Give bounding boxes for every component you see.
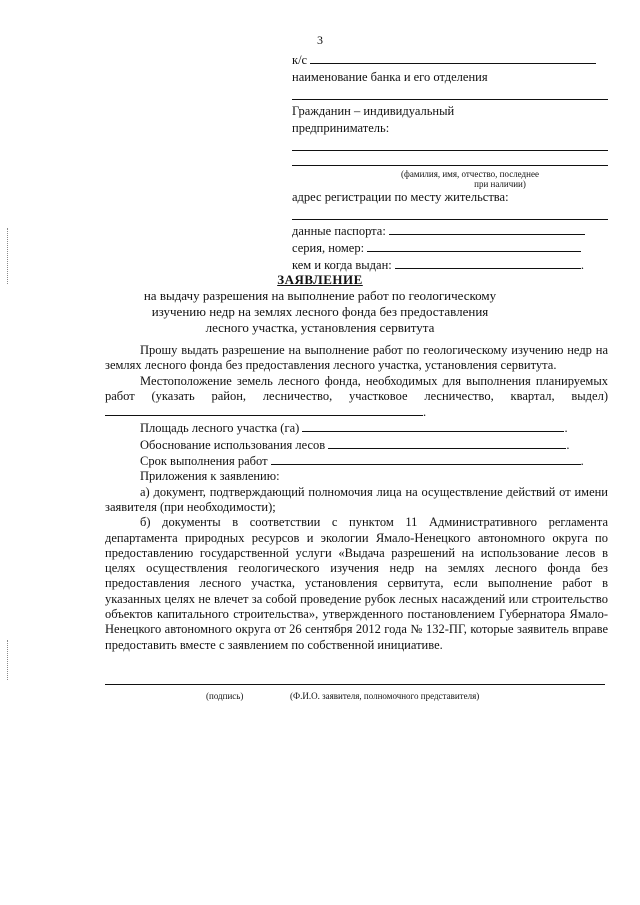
signature-label: (подпись) [206,691,244,701]
page-number: 3 [317,33,323,47]
citizen-label: Гражданин – индивидуальный [292,104,455,118]
term-row [105,453,608,469]
passport-label: данные паспорта: [292,224,386,238]
term-label: Срок выполнения работ [140,454,268,469]
location-fill-line[interactable] [105,404,423,416]
justification-label: Обоснование использования лесов [140,437,326,452]
request-paragraph: Прошу выдать разрешение на выполнение работ по геологическому изучению недр на землях лесного фонда без предоставления лесного участка, установления сервитута. [105,343,608,373]
ks-row [292,52,608,69]
margin-scan-mark-2 [7,640,10,680]
application-body [105,343,608,653]
title-line-1: на выдачу разрешения на выполнение работ по геологическому [143,288,497,303]
location-paragraph [105,374,608,421]
justification-row [105,437,608,453]
document-title [0,272,640,336]
term-end: . [580,454,584,469]
issued-label: кем и когда выдан: [292,258,392,272]
justification-fill-line[interactable] [328,437,566,449]
location-label: Местоположение земель лесного фонда, необходимых для выполнения планируемых работ (указать район, лесничество, участковое лесничество, квартал, выдел) [105,373,608,403]
area-fill-line[interactable] [302,420,564,432]
ks-label: к/с [292,53,308,67]
fio-note-line2: при наличии) [474,179,526,189]
ks-fill-line[interactable] [310,52,596,64]
fio-note-line1: (фамилия, имя, отчество, последнее [401,169,539,179]
title-heading: ЗАЯВЛЕНИЕ [277,272,363,287]
address-fill-line[interactable] [292,208,608,220]
address-label: адрес регистрации по месту жительства: [292,190,509,204]
series-fill-line[interactable] [367,240,581,252]
justification-end: . [566,437,570,452]
attachment-b: б) документы в соответствии с пунктом 11 Административного регламента департамента природных ресурсов и экологии Ямало-Ненецкого автономного округа по предоставлению государственной услуги «Выдача разрешений на использование лесов в целях осуществления геологического изучения недр на землях лесного фонда без предоставления лесного участка, установления сервитута, если выполнение работ в указанных целях не влечет за собой проведение рубок лесных насаждений или строительство объектов капитального строительства», утвержденного постановлением Губернатора Ямало-Ненецкого автономного округа от 26 сентября 2012 года № 132-ПГ, которые заявитель вправе предоставить вместе с заявлением по собственной инициативе. [105,515,608,652]
margin-scan-mark-1 [7,228,10,284]
attachments-label: Приложения к заявлению: [140,469,280,484]
bank-fill-line[interactable] [292,88,608,100]
term-fill-line[interactable] [271,453,581,465]
applicant-header [292,52,608,274]
signature-line[interactable] [105,684,605,685]
passport-row [292,223,608,240]
area-end: . [564,421,568,436]
issued-end: . [580,258,585,272]
title-line-3: лесного участка, установления сервитута [205,320,435,335]
area-label: Площадь лесного участка (га) [140,421,300,436]
area-row [105,420,608,436]
issued-fill-line[interactable] [395,257,581,269]
location-end: . [423,405,427,420]
title-line-2: изучению недр на землях лесного фонда без предоставления [151,304,489,319]
series-row [292,240,608,257]
attachment-a: а) документ, подтверждающий полномочия лица на осуществление действий от имени заявителя (при необходимости); [105,484,608,514]
entrepreneur-label: предприниматель: [292,121,390,135]
fio-note [332,169,608,189]
entrepreneur-fill-line-2[interactable] [292,154,608,166]
bank-label: наименование банка и его отделения [292,70,488,84]
series-label: серия, номер: [292,241,365,255]
passport-fill-line[interactable] [389,223,585,235]
entrepreneur-fill-line-1[interactable] [292,139,608,151]
applicant-name-label: (Ф.И.О. заявителя, полномочного представителя) [290,691,480,701]
